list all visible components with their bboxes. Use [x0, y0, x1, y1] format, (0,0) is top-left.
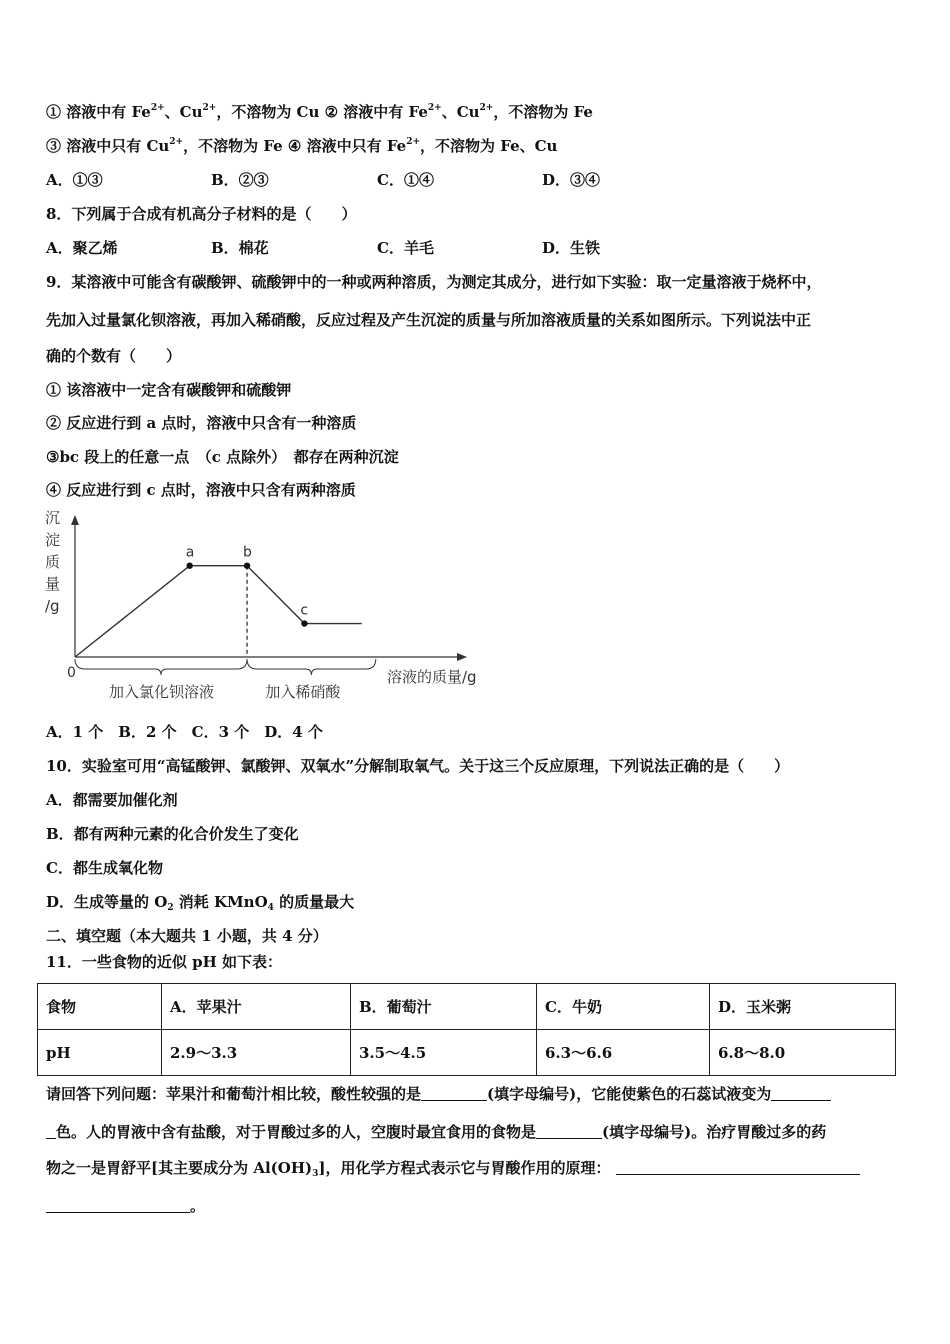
answer-blank[interactable] [46, 1124, 56, 1139]
q7-option-b: B．②③ [211, 171, 269, 189]
brace-barium-chloride [75, 659, 247, 675]
subscript: 2 [167, 903, 174, 913]
table-cell: 6.3～6.6 [537, 1030, 710, 1076]
table-cell: C．牛奶 [537, 984, 710, 1030]
data-points [186, 545, 308, 627]
q9-statement-3: ③bc 段上的任意一点 （c 点除外） 都存在两种沉淀 [46, 448, 399, 466]
point-label-b: b [243, 544, 252, 561]
q8-option-c: C．羊毛 [377, 239, 434, 257]
table-cell: A．苹果汁 [162, 984, 351, 1030]
table-cell: pH [38, 1030, 162, 1076]
q9-statement-4: ④ 反应进行到 c 点时，溶液中只含有两种溶质 [46, 481, 356, 499]
section-2-title: 二、填空题（本大题共 1 小题，共 4 分） [46, 927, 328, 945]
ph-table [37, 983, 896, 1076]
q11-text-line-3 [46, 1158, 860, 1178]
point-label-a: a [185, 544, 195, 561]
table-row [38, 984, 896, 1030]
q8-option-a: A．聚乙烯 [46, 239, 118, 257]
q11-text-4: 。 [190, 1197, 206, 1215]
q11-stem: 11．一些食物的近似 pH 如下表： [46, 953, 282, 971]
q11-text-line-2 [46, 1122, 826, 1142]
q9-stem-line-1: 9．某溶液中可能含有碳酸钾、硫酸钾中的一种或两种溶质，为测定其成分，进行如下实验：取一定量溶液于烧杯中， [46, 273, 822, 291]
q11-text-1b: (填字母编号)，它能使紫色的石蕊试液变为 [487, 1085, 772, 1103]
q7-line2-part-b: ，不溶物为 Fe ④ 溶液中只有 Fe [183, 137, 407, 155]
q10-option-d-part-b: 消耗 KMnO [173, 893, 268, 911]
superscript: 2+ [202, 103, 217, 113]
q9-options: A．1 个 B．2 个 C．3 个 D．4 个 [46, 723, 323, 741]
y-axis-label [45, 509, 60, 615]
answer-blank[interactable] [421, 1086, 487, 1101]
q8-stem: 8．下列属于合成有机高分子材料的是（ ） [46, 205, 357, 223]
q9-statement-2: ② 反应进行到 a 点时，溶液中只含有一种溶质 [46, 414, 357, 432]
q7-statement-line-1 [46, 102, 593, 122]
q10-option-d [46, 892, 354, 912]
q9-stem-line-2: 先加入过量氯化钡溶液，再加入稀硝酸，反应过程及产生沉淀的质量与所加溶液质量的关系如图所示。下列说法中正 [46, 311, 812, 329]
q8-option-b: B．棉花 [211, 239, 269, 257]
q11-text-line-4 [46, 1196, 205, 1216]
y-axis-label-char: 量 [45, 575, 61, 593]
q7-line2-part-a: ③ 溶液中只有 Cu [46, 137, 170, 155]
table-row [38, 1030, 896, 1076]
y-axis-label-char: 沉 [45, 509, 61, 527]
subscript: 4 [267, 903, 274, 913]
q10-option-d-part-c: 的质量最大 [273, 893, 355, 911]
q8-option-d: D．生铁 [542, 239, 601, 257]
table-cell: B．葡萄汁 [351, 984, 537, 1030]
origin-label: 0 [67, 665, 76, 681]
q7-line1-part-a: ① 溶液中有 Fe [46, 103, 151, 121]
q7-statement-line-2 [46, 136, 557, 156]
table-cell: 2.9～3.3 [162, 1030, 351, 1076]
q11-text-line-1 [46, 1084, 831, 1104]
point-c [301, 620, 307, 626]
q7-option-a: A．①③ [46, 171, 103, 189]
precipitate-mass-chart [40, 505, 500, 705]
q10-option-c: C．都生成氧化物 [46, 859, 163, 877]
x-axis-label: 溶液的质量/g [387, 668, 477, 686]
table-cell: 食物 [38, 984, 162, 1030]
answer-blank[interactable] [771, 1086, 831, 1101]
superscript: 2+ [406, 137, 421, 147]
answer-blank[interactable] [536, 1124, 602, 1139]
stage-braces [75, 659, 376, 675]
answer-blank[interactable] [616, 1160, 860, 1175]
q7-option-d: D．③④ [542, 171, 601, 189]
superscript: 2+ [169, 137, 184, 147]
superscript: 2+ [427, 103, 442, 113]
q11-text-2a: 色。人的胃液中含有盐酸，对于胃酸过多的人，空腹时最宜食用的食物是 [56, 1123, 537, 1141]
subscript: 3 [312, 1169, 319, 1179]
point-a [187, 562, 193, 568]
stage-label-nitric-acid: 加入稀硝酸 [265, 683, 341, 701]
q7-line2-part-c: ，不溶物为 Fe、Cu [420, 137, 558, 155]
series-segment [247, 566, 304, 624]
answer-blank[interactable] [46, 1198, 190, 1213]
table-cell: 3.5～4.5 [351, 1030, 537, 1076]
q10-option-b: B．都有两种元素的化合价发生了变化 [46, 825, 299, 843]
y-axis-label-char: 淀 [45, 531, 61, 549]
q7-option-c: C．①④ [377, 171, 434, 189]
point-b [244, 562, 250, 568]
q10-option-a: A．都需要加催化剂 [46, 791, 178, 809]
q10-stem: 10．实验室可用“高锰酸钾、氯酸钾、双氧水”分解制取氧气。关于这三个反应原理，下列说法正确的是（ ） [46, 757, 790, 775]
q11-text-2b: (填字母编号)。治疗胃酸过多的药 [602, 1123, 827, 1141]
series-segment [75, 566, 190, 657]
q11-text-3b: ]，用化学方程式表示它与胃酸作用的原理： [318, 1159, 611, 1177]
table-cell: 6.8～8.0 [710, 1030, 896, 1076]
q7-line1-part-e: ，不溶物为 Fe [493, 103, 593, 121]
q9-statement-1: ① 该溶液中一定含有碳酸钾和硫酸钾 [46, 381, 292, 399]
q9-stem-line-3: 确的个数有（ ） [46, 347, 182, 365]
series-line [75, 566, 362, 657]
superscript: 2+ [150, 103, 165, 113]
q10-option-d-part-a: D．生成等量的 O [46, 893, 168, 911]
q11-text-1a: 请回答下列问题：苹果汁和葡萄汁相比较，酸性较强的是 [46, 1085, 422, 1103]
q7-line1-part-c: ，不溶物为 Cu ② 溶液中有 Fe [216, 103, 428, 121]
q7-line1-part-b: 、Cu [164, 103, 203, 121]
y-axis-label-char: 质 [45, 553, 61, 571]
q11-text-3a: 物之一是胃舒平[其主要成分为 Al(OH) [46, 1159, 313, 1177]
brace-nitric-acid [247, 659, 376, 675]
point-label-c: c [300, 602, 309, 619]
y-axis-label-char: /g [45, 597, 60, 615]
q7-line1-part-d: 、Cu [441, 103, 480, 121]
stage-label-barium-chloride: 加入氯化钡溶液 [109, 683, 215, 701]
superscript: 2+ [479, 103, 494, 113]
table-cell: D．玉米粥 [710, 984, 896, 1030]
